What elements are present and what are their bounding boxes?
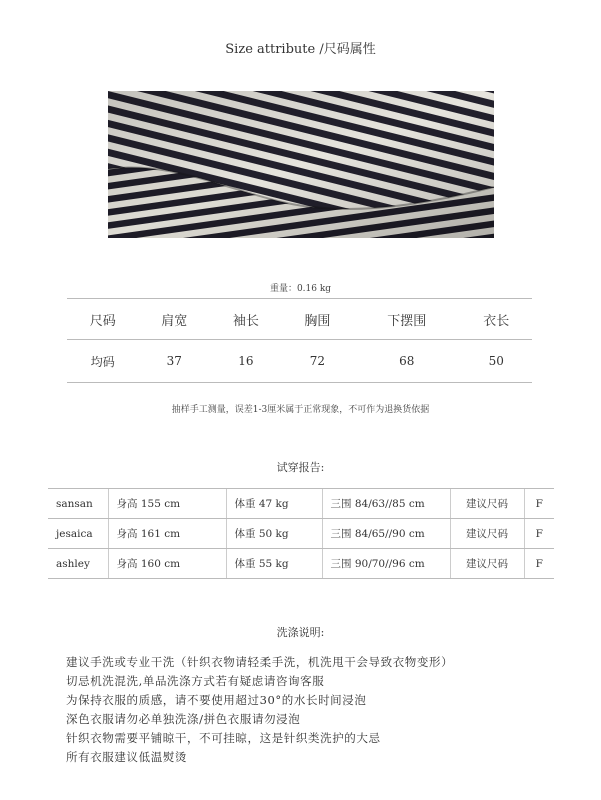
table-cell: 68 xyxy=(353,340,460,383)
suggested-size-label: 建议尺码 xyxy=(450,489,524,519)
table-row xyxy=(48,489,554,519)
header-cell: 尺码 xyxy=(67,299,139,340)
model-measurements: 三围 84/65//90 cm xyxy=(322,519,450,549)
fabric-photo xyxy=(108,91,494,238)
model-height: 身高 160 cm xyxy=(108,549,226,579)
page-title: Size attribute /尺码属性 xyxy=(225,42,376,57)
suggested-size-value: F xyxy=(524,549,554,579)
table-cell: 16 xyxy=(210,340,282,383)
table-header-row xyxy=(67,299,532,340)
model-height: 身高 161 cm xyxy=(108,519,226,549)
suggested-size-label: 建议尺码 xyxy=(450,549,524,579)
washing-line: 深色衣服请勿必单独洗涤/拼色衣服请勿浸泡 xyxy=(66,712,301,726)
washing-line: 所有衣服建议低温熨烫 xyxy=(66,750,187,764)
washing-line: 为保持衣服的质感，请不要使用超过30°的水长时间浸泡 xyxy=(66,693,367,707)
table-cell: 均码 xyxy=(67,340,139,383)
washing-title: 洗涤说明: xyxy=(276,626,325,639)
table-cell: 72 xyxy=(282,340,354,383)
header-cell: 胸围 xyxy=(282,299,354,340)
size-table xyxy=(67,298,532,383)
measurement-note: 抽样手工测量，误差1-3厘米属于正常现象，不可作为退换货依据 xyxy=(171,405,430,415)
model-weight: 体重 50 kg xyxy=(226,519,322,549)
try-on-table xyxy=(48,488,554,579)
model-name: ashley xyxy=(48,549,108,579)
model-measurements: 三围 84/63//85 cm xyxy=(322,489,450,519)
model-weight: 体重 47 kg xyxy=(226,489,322,519)
striped-fabric-icon xyxy=(108,91,494,238)
suggested-size-label: 建议尺码 xyxy=(450,519,524,549)
table-cell: 50 xyxy=(460,340,532,383)
washing-instructions xyxy=(66,653,453,767)
table-cell: 37 xyxy=(139,340,211,383)
weight-label: 重量：0.16 kg xyxy=(269,284,332,294)
try-on-title: 试穿报告: xyxy=(276,461,325,474)
model-name: jesaica xyxy=(48,519,108,549)
washing-line: 切忌机洗混洗,单品洗涤方式若有疑虑请咨询客服 xyxy=(66,674,325,688)
table-row xyxy=(48,519,554,549)
model-measurements: 三围 90/70//96 cm xyxy=(322,549,450,579)
header-cell: 袖长 xyxy=(210,299,282,340)
header-cell: 下摆围 xyxy=(353,299,460,340)
header-cell: 肩宽 xyxy=(139,299,211,340)
header-cell: 衣长 xyxy=(460,299,532,340)
table-row xyxy=(48,549,554,579)
table-row xyxy=(67,340,532,383)
washing-line: 针织衣物需要平铺晾干，不可挂晾，这是针织类洗护的大忌 xyxy=(66,731,381,745)
model-name: sansan xyxy=(48,489,108,519)
model-height: 身高 155 cm xyxy=(108,489,226,519)
washing-line: 建议手洗或专业干洗（针织衣物请轻柔手洗，机洗甩干会导致衣物变形） xyxy=(66,655,454,669)
suggested-size-value: F xyxy=(524,519,554,549)
suggested-size-value: F xyxy=(524,489,554,519)
model-weight: 体重 55 kg xyxy=(226,549,322,579)
